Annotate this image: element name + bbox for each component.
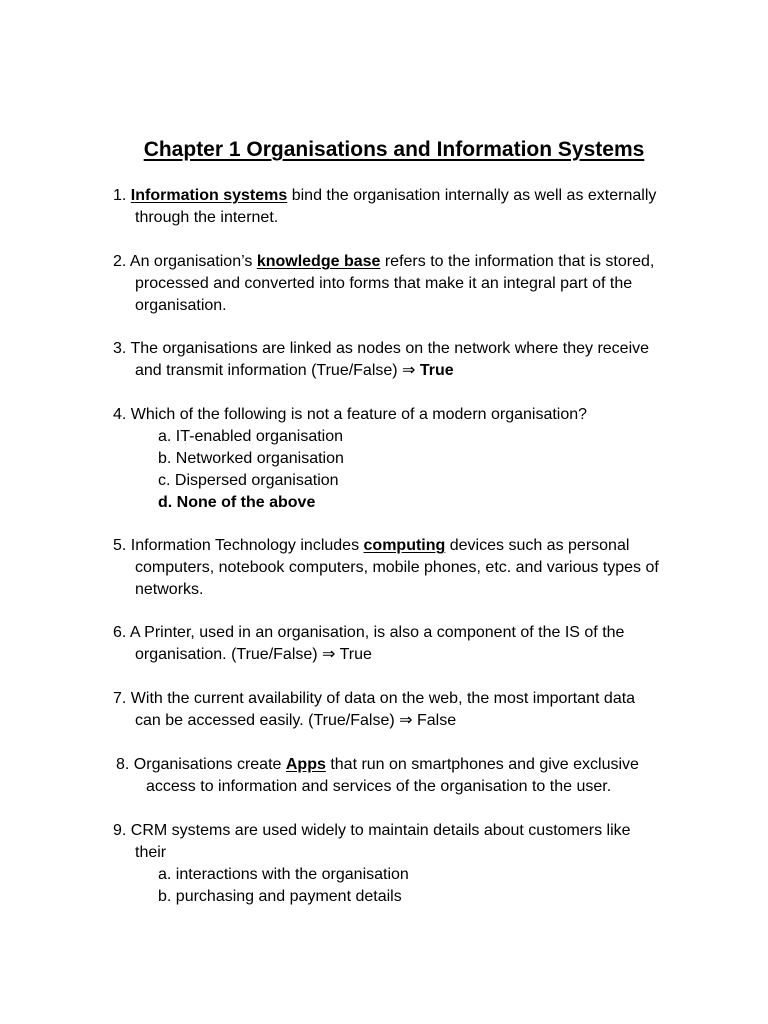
question-2-text-pre: 2. An organisation’s [113, 253, 257, 270]
question-4-option-a: a. IT-enabled organisation [158, 428, 344, 445]
question-2-line-2: processed and converted into forms that make it an integral part of the [135, 275, 633, 292]
question-4-line-1: 4. Which of the following is not a feature of a modern organisation? [113, 406, 588, 423]
question-5-line-2: computers, notebook computers, mobile phones, etc. and various types of [135, 559, 659, 576]
question-8 [113, 754, 713, 798]
question-8-line-1 [113, 754, 713, 776]
question-7-line-2: can be accessed easily. (True/False) ⇒ False [135, 712, 457, 729]
question-9-line-1: 9. CRM systems are used widely to maintain details about customers like [113, 822, 631, 839]
question-3-line-1: 3. The organisations are linked as nodes on the network where they receive [113, 340, 650, 357]
question-1-line-1 [113, 185, 713, 207]
question-5-line-3: networks. [135, 581, 204, 598]
question-6-line-2: organisation. (True/False) ⇒ True [135, 646, 372, 663]
question-9-option-a: a. interactions with the organisation [158, 866, 409, 883]
question-3-text: and transmit information (True/False) ⇒ [135, 362, 420, 379]
question-5-text-rest: devices such as personal [445, 537, 630, 554]
question-2-line-1 [113, 251, 713, 273]
keyword-information-systems: Information systems [130, 187, 288, 204]
question-4-option-b: b. Networked organisation [158, 450, 344, 467]
question-1 [113, 185, 713, 229]
question-1-line-2: through the internet. [135, 209, 279, 226]
question-9-line-2: their [135, 844, 167, 861]
question-2 [113, 251, 713, 317]
question-1-number: 1. [113, 187, 131, 204]
question-5 [113, 535, 713, 601]
question-4-option-d-answer: d. None of the above [158, 494, 316, 511]
question-2-text-rest: refers to the information that is stored, [380, 253, 655, 270]
question-5-text-pre: 5. Information Technology includes [113, 537, 364, 554]
keyword-apps: Apps [285, 756, 326, 773]
question-3 [113, 338, 713, 382]
question-3-answer: True [419, 362, 454, 379]
question-4 [113, 404, 713, 514]
question-6-line-1: 6. A Printer, used in an organisation, is also a component of the IS of the [113, 624, 625, 641]
keyword-knowledge-base: knowledge base [256, 253, 381, 270]
question-8-line-2: access to information and services of the organisation to the user. [146, 778, 612, 795]
question-7-line-1: 7. With the current availability of data on the web, the most important data [113, 690, 636, 707]
question-7 [113, 688, 713, 732]
question-4-option-c: c. Dispersed organisation [158, 472, 339, 489]
keyword-computing: computing [363, 537, 446, 554]
question-1-text: bind the organisation internally as well as externally [287, 187, 657, 204]
question-6 [113, 622, 713, 666]
question-9 [113, 820, 713, 908]
question-8-text-rest: that run on smartphones and give exclusive [325, 756, 639, 773]
question-5-line-1 [113, 535, 713, 557]
question-9-option-b: b. purchasing and payment details [158, 888, 402, 905]
question-2-line-3: organisation. [135, 297, 227, 314]
page-title: Chapter 1 Organisations and Information Systems [143, 138, 645, 161]
question-8-text-pre: 8. Organisations create [116, 756, 286, 773]
question-3-line-2 [113, 360, 713, 382]
